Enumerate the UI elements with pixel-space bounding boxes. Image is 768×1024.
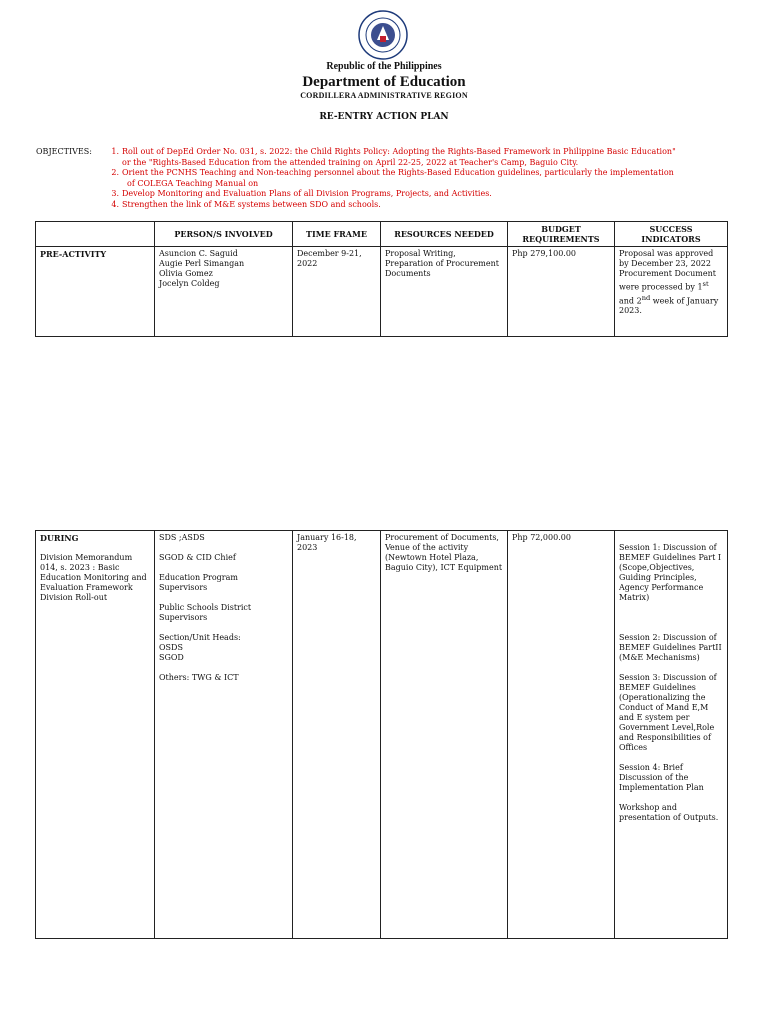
person-entry: Public Schools District Supervisors [159, 603, 252, 622]
phase-cell [36, 531, 155, 939]
phase-cell: PRE-ACTIVITY [36, 247, 155, 337]
objective-item [105, 168, 735, 179]
phase-label: DURING [40, 533, 79, 543]
objective-number: 3. [111, 189, 119, 198]
persons-cell [155, 531, 293, 939]
success-text: Proposal was approved by December 23, 2022 Procurement Document were processed by 1 [619, 249, 716, 292]
objective-number: 1. [111, 147, 119, 156]
person-entry: SGOD [159, 653, 184, 662]
objective-text: Develop Monitoring and Evaluation Plans of all Division Programs, Projects, and Activities. [122, 189, 492, 198]
ordinal-suffix: st [702, 280, 709, 288]
objective-item [105, 200, 735, 211]
header-resources: RESOURCES NEEDED [381, 222, 508, 247]
person-entry: Others: TWG & ICT [159, 673, 239, 682]
person-name: Jocelyn Coldeg [159, 279, 220, 288]
activity-description: Division Memorandum 014, s. 2023 : Basic Education Monitoring and Evaluation Framework Division Roll-out [40, 553, 147, 602]
session-item: Session 1: Discussion of BEMEF Guidelines Part I (Scope,Objectives, Guiding Principles, Agency Performance Matrix) [619, 543, 721, 602]
session-item: Session 3: Discussion of BEMEF Guidelines (Operationalizing the Conduct of Mand E,M and E system per Government Level,Role and Responsibilities of Offices [619, 673, 717, 752]
objective-continuation: of COLEGA Teaching Manual on [127, 178, 259, 188]
success-text: week of January 2023. [619, 296, 719, 316]
objective-number: 4. [111, 199, 119, 209]
action-plan-table-pre [35, 221, 728, 337]
ordinal-suffix: nd [641, 293, 651, 302]
republic-heading: Republic of the Philippines [326, 61, 442, 72]
person-name: Olivia Gomez [159, 269, 213, 278]
person-entry: Section/Unit Heads: [159, 633, 241, 642]
objective-item [105, 189, 735, 200]
person-entry: OSDS [159, 643, 183, 652]
objective-continuation: or the "Rights-Based Education from the attended training on April 22-25, 2022 at Teacher's Camp, Baguio City. [122, 157, 579, 167]
header-phase [36, 222, 155, 247]
success-cell [615, 531, 728, 939]
objective-number: 2. [111, 168, 119, 177]
success-cell [615, 247, 728, 337]
persons-cell [155, 247, 293, 337]
department-heading: Department of Education [302, 74, 466, 90]
session-item: Session 4: Brief Discussion of the Implementation Plan [619, 763, 704, 792]
deped-seal-icon [358, 10, 408, 60]
table-row [36, 247, 728, 337]
budget-cell: Php 72,000.00 [508, 531, 615, 939]
person-entry: SGOD & CID Chief [159, 553, 236, 562]
session-item: Session 2: Discussion of BEMEF Guidelines PartII (M&E Mechanisms) [619, 633, 722, 662]
plan-title: RE-ENTRY ACTION PLAN [319, 112, 449, 122]
region-heading: CORDILLERA ADMINISTRATIVE REGION [300, 91, 468, 100]
time-frame-cell: December 9-21, 2022 [293, 247, 381, 337]
action-plan-table-during [35, 530, 728, 939]
resources-cell: Proposal Writing, Preparation of Procurement Documents [381, 247, 508, 337]
person-entry: Education Program Supervisors [159, 573, 238, 592]
header-success: SUCCESS INDICATORS [615, 222, 728, 247]
objectives-list [105, 147, 735, 210]
person-entry: SDS ;ASDS [159, 533, 205, 542]
header-budget: BUDGET REQUIREMENTS [508, 222, 615, 247]
header-persons: PERSON/S INVOLVED [155, 222, 293, 247]
objective-text: Orient the PCNHS Teaching and Non-teaching personnel about the Rights-Based Education guidelines, particularly the implementation [122, 168, 674, 177]
header-time-frame: TIME FRAME [293, 222, 381, 247]
resources-cell: Procurement of Documents, Venue of the activity (Newtown Hotel Plaza, Baguio City), ICT Equipment [381, 531, 508, 939]
success-text: and 2 [619, 296, 642, 306]
person-name: Augie Perl Simangan [159, 259, 245, 268]
time-frame-cell: January 16-18, 2023 [293, 531, 381, 939]
session-item: Workshop and presentation of Outputs. [619, 803, 719, 822]
budget-cell: Php 279,100.00 [508, 247, 615, 337]
objective-item [105, 147, 735, 158]
objective-text: Roll out of DepEd Order No. 031, s. 2022: the Child Rights Policy: Adopting the Rights-Based Framework in Philippine Basic Education" [122, 147, 676, 156]
table-row [36, 531, 728, 939]
objectives-label: OBJECTIVES: [36, 147, 92, 156]
objective-text: Strengthen the link of M&E systems between SDO and schools. [122, 199, 381, 209]
table-header-row [36, 222, 728, 247]
person-name: Asuncion C. Saguid [159, 249, 238, 258]
